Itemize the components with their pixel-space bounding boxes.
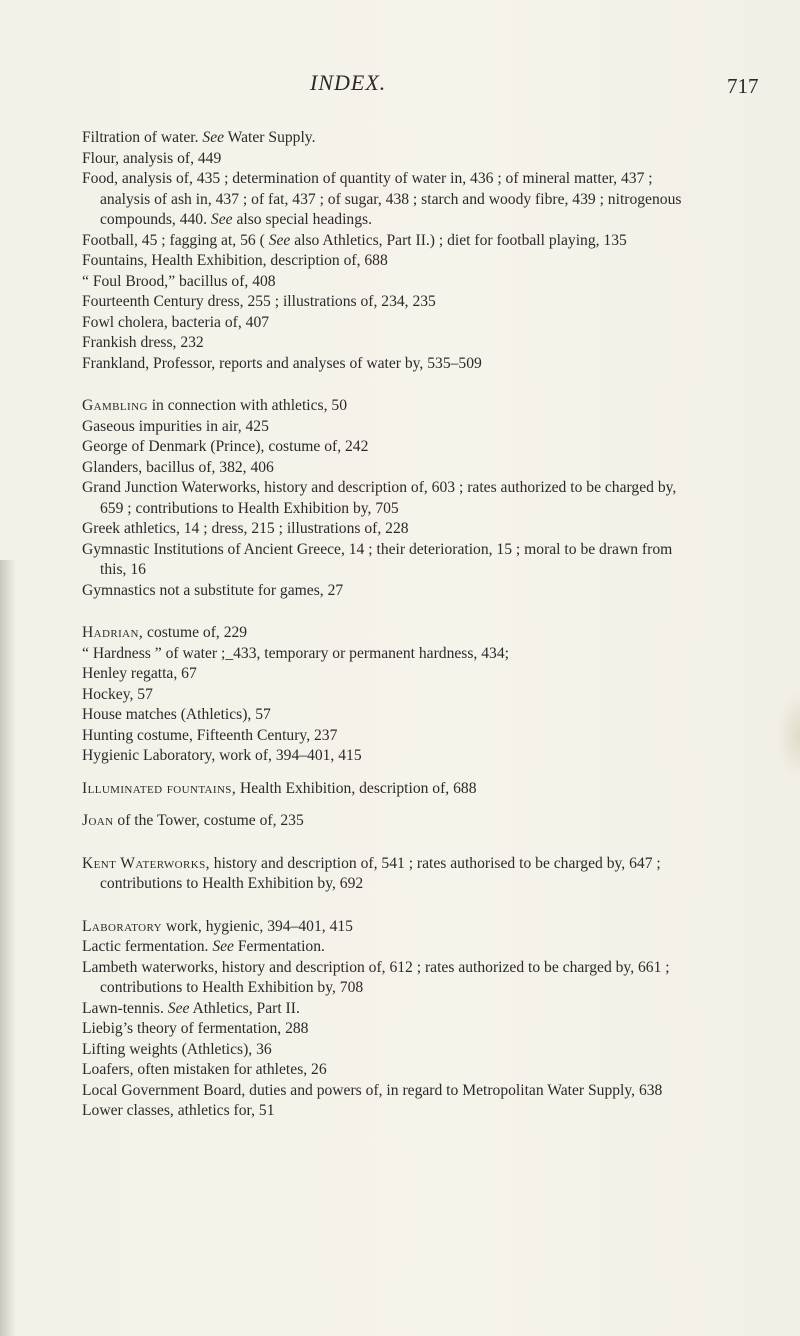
entry-text: Hygienic Laboratory, work of, 394–401, 415 (82, 747, 362, 764)
running-title: INDEX. (310, 70, 387, 95)
index-entry (82, 417, 682, 438)
entry-after: Athletics, Part II. (189, 999, 300, 1017)
group-spacer (82, 767, 682, 779)
entry-text: Frankish dress, 232 (82, 334, 204, 351)
index-entry (82, 251, 682, 272)
running-head (0, 70, 800, 104)
index-entry (82, 272, 682, 293)
entry-text: Fowl cholera, bacteria of, 407 (82, 313, 270, 331)
index-entry (82, 664, 682, 685)
index-entry (82, 149, 682, 170)
entry-text: Gaseous impurities in air, 425 (82, 417, 269, 435)
entry-text: Lower classes, athletics for, 51 (82, 1102, 275, 1119)
index-entry (82, 231, 682, 252)
index-entry (82, 354, 682, 375)
entry-text: Filtration of water. (82, 129, 199, 146)
entry-see: See (167, 999, 190, 1017)
index-group (82, 396, 682, 601)
group-spacer (82, 895, 682, 917)
entry-see: See (202, 129, 225, 146)
index-entry (82, 937, 682, 958)
entry-text: Lactic fermentation. (82, 938, 209, 955)
entry-text: of the Tower, costume of, 235 (113, 812, 304, 829)
index-group (82, 917, 682, 1122)
index-group (82, 811, 682, 832)
entry-text: Hockey, 57 (82, 685, 153, 703)
entry-text: Glanders, bacillus of, 382, 406 (82, 458, 274, 476)
index-content (82, 128, 682, 1122)
entry-text: Fountains, Health Exhibition, description of, 688 (82, 252, 388, 269)
entry-after: also special headings. (232, 211, 372, 228)
entry-text: House matches (Athletics), 57 (82, 706, 271, 723)
index-entry (82, 958, 682, 999)
page-stain (776, 690, 800, 780)
entry-text: in connection with athletics, 50 (147, 397, 348, 414)
entry-see: See (210, 211, 233, 228)
entry-text: history and description of, 541 ; rates authorised to be charged by, 647 ; contributions to Health Exhibition by, 692 (100, 854, 661, 892)
index-entry (82, 999, 682, 1020)
index-entry (82, 726, 682, 747)
entry-lead: Joan (82, 812, 114, 829)
entry-lead: Hadrian, (82, 624, 144, 641)
index-entry (82, 478, 682, 519)
index-entry (82, 292, 682, 313)
entry-text: Frankland, Professor, reports and analyses of water by, 535–509 (82, 354, 482, 372)
entry-lead: Gambling (82, 397, 148, 414)
index-entry (82, 811, 682, 832)
entry-text: Fourteenth Century dress, 255 ; illustrations of, 234, 235 (82, 293, 436, 310)
index-group (82, 854, 682, 895)
index-entry (82, 917, 682, 938)
index-entry (82, 169, 682, 231)
index-entry (82, 779, 682, 800)
index-entry (82, 854, 682, 895)
entry-text: Liebig’s theory of fermentation, 288 (82, 1020, 309, 1037)
index-entry (82, 128, 682, 149)
entry-text: Food, analysis of, 435 ; determination of quantity of water in, 436 ; of mineral matter, 437 ; analysis of ash in, 437 ; of fat, 437 ; of sugar, 438 ; starch and woody fibre, 439 ; nitrogenous compounds, 440. (82, 170, 682, 228)
entry-text: Lifting weights (Athletics), 36 (82, 1040, 272, 1058)
index-entry (82, 685, 682, 706)
index-entry (82, 1019, 682, 1040)
entry-text: George of Denmark (Prince), costume of, 242 (82, 438, 369, 455)
entry-lead: Laboratory (82, 917, 162, 935)
entry-text: Greek athletics, 14 ; dress, 215 ; illustrations of, 228 (82, 520, 409, 537)
index-entry (82, 519, 682, 540)
index-entry (82, 1040, 682, 1061)
index-entry (82, 1101, 682, 1122)
entry-see: See (212, 938, 234, 955)
index-entry (82, 746, 682, 767)
entry-text: Hunting costume, Fifteenth Century, 237 (82, 726, 338, 744)
entry-after: Fermentation. (233, 938, 325, 955)
entry-text: “ Hardness ” of water ;_433, temporary or permanent hardness, 434; (82, 644, 509, 662)
entry-text: Gymnastic Institutions of Ancient Greece, 14 ; their deterioration, 15 ; moral to be drawn from this, 16 (82, 540, 673, 578)
entry-text: Health Exhibition, description of, 688 (236, 779, 477, 797)
entry-after: also Athletics, Part II.) ; diet for football playing, 135 (290, 231, 627, 249)
index-entry (82, 458, 682, 479)
entry-text: Lambeth waterworks, history and description of, 612 ; rates authorized to be charged by, 661 ; contributions to Health Exhibition by, 708 (82, 958, 670, 996)
entry-text: “ Foul Brood,” bacillus of, 408 (82, 272, 276, 290)
index-entry (82, 705, 682, 726)
group-spacer (82, 799, 682, 811)
group-spacer (82, 374, 682, 396)
index-group (82, 128, 682, 374)
entry-text: Henley regatta, 67 (82, 665, 197, 682)
entry-text: Gymnastics not a substitute for games, 27 (82, 581, 344, 599)
index-group (82, 623, 682, 767)
page-number: 717 (727, 74, 759, 98)
entry-see: See (268, 231, 291, 249)
entry-lead: Illuminated fountains, (82, 779, 237, 797)
entry-text: Loafers, often mistaken for athletes, 26 (82, 1061, 327, 1078)
index-entry (82, 581, 682, 602)
index-entry (82, 313, 682, 334)
index-entry (82, 333, 682, 354)
index-entry (82, 396, 682, 417)
entry-text: costume of, 229 (143, 624, 248, 641)
index-entry (82, 1060, 682, 1081)
index-entry (82, 1081, 682, 1102)
index-entry (82, 540, 682, 581)
group-spacer (82, 832, 682, 854)
group-spacer (82, 601, 682, 623)
index-entry (82, 623, 682, 644)
index-entry (82, 644, 682, 665)
entry-text: work, hygienic, 394–401, 415 (161, 917, 353, 935)
entry-text: Local Government Board, duties and powers of, in regard to Metropolitan Water Supply, 638 (82, 1081, 663, 1099)
entry-text: Lawn-tennis. (82, 999, 164, 1017)
index-group (82, 779, 682, 800)
entry-text: Flour, analysis of, 449 (82, 149, 222, 167)
entry-lead: Kent Waterworks, (82, 854, 210, 872)
index-entry (82, 437, 682, 458)
binding-shadow (0, 560, 16, 1336)
entry-after: Water Supply. (224, 129, 316, 146)
entry-text: Grand Junction Waterworks, history and description of, 603 ; rates authorized to be charged by, 659 ; contributions to Health Exhibition by, 705 (82, 479, 677, 517)
entry-text: Football, 45 ; fagging at, 56 ( (82, 231, 265, 249)
